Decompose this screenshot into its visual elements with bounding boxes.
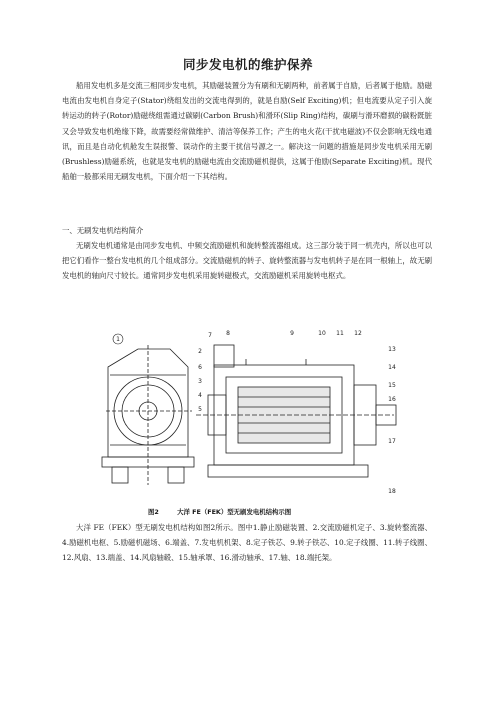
figure-description-paragraph: 大洋 FE（FEK）型无刷发电机结构如图2所示。图中1.静止励磁装置、2.交流励磁机定子、3.旋转整流器、4.励磁机电枢、5.励磁机磁场、6.端盖、7.发电机机架、8.定子铁芯、9.转子铁芯、10.定子线圈、11.转子线圈、12.风扇、13.端盖、14.风扇轴毂、15.轴承罩、16.滑动轴承、17.轴、18.端托架。 — [62, 523, 432, 563]
callout-14: 14 — [388, 364, 396, 371]
callout-12: 12 — [354, 330, 362, 337]
callout-17: 17 — [388, 438, 396, 445]
intro-paragraph: 船用发电机多是交流三相同步发电机，其励磁装置分为有刷和无刷两种，前者属于自励，后者属于他励。励磁电流由发电机自身定子(Stator)绕组发出的交流电得到的，就是自励(Self Exciting)机；但电流要从定子引入旋转运动的转子(Rotor)励磁绕组需通过碳刷(Carbon Brush)和滑环(Slip Ring)结构，碳刷与滑环磨损的碳粉既脏又会导致发电机绝缘下降，故需要经常做维护、清洁等保养工作；产生的电火花(干扰电磁波)不仅会影响无线电通讯，而且是自动化机舱发生误报警、误动作的主要干扰信号源之一。解决这一问题的措施是同步发电机采用无刷(Brushless)励磁系统，也就是发电机的励磁电流由交流励磁机提供，这属于他励(Separate Exciting)机。现代船舶一般都采用无刷发电机，下面介绍一下其结构。 — [62, 81, 432, 182]
callout-1: 1 — [116, 336, 120, 343]
callout-10: 10 — [318, 330, 326, 337]
callout-4: 4 — [198, 392, 202, 399]
document-title: 同步发电机的维护保养 — [182, 57, 313, 72]
callout-8: 8 — [226, 330, 230, 337]
section-heading: 一、无刷发电机结构简介 — [62, 226, 144, 235]
callout-9: 9 — [290, 330, 294, 337]
structure-paragraph: 无刷发电机通常是由同步发电机、中频交流励磁机和旋转整流器组成。这三部分装于同一机壳内，所以也可以把它们看作一整台发电机的几个组成部分。交流励磁机的转子、旋转整流器与发电机转子是在同一根轴上，故无刷发电机的轴向尺寸较长。通常同步发电机采用旋转磁极式，交流励磁机采用旋转电枢式。 — [62, 241, 432, 281]
callout-2: 2 — [198, 348, 202, 355]
callout-13: 13 — [388, 346, 396, 353]
callout-7: 7 — [208, 332, 212, 339]
figure-caption-text: 大洋 FE（FEK）型无刷发电机结构示图 — [177, 508, 292, 516]
section-view-drawing — [196, 345, 396, 477]
callout-11: 11 — [336, 330, 344, 337]
callout-16: 16 — [388, 396, 396, 403]
figure-caption — [148, 507, 291, 516]
callout-5: 5 — [198, 406, 202, 413]
callout-6: 6 — [198, 364, 202, 371]
callout-15: 15 — [388, 382, 396, 389]
callout-18: 18 — [388, 488, 396, 495]
generator-structure-figure — [96, 325, 404, 503]
callout-3: 3 — [198, 378, 202, 385]
end-view-drawing — [102, 345, 194, 485]
figure-caption-number: 图2 — [148, 508, 159, 516]
